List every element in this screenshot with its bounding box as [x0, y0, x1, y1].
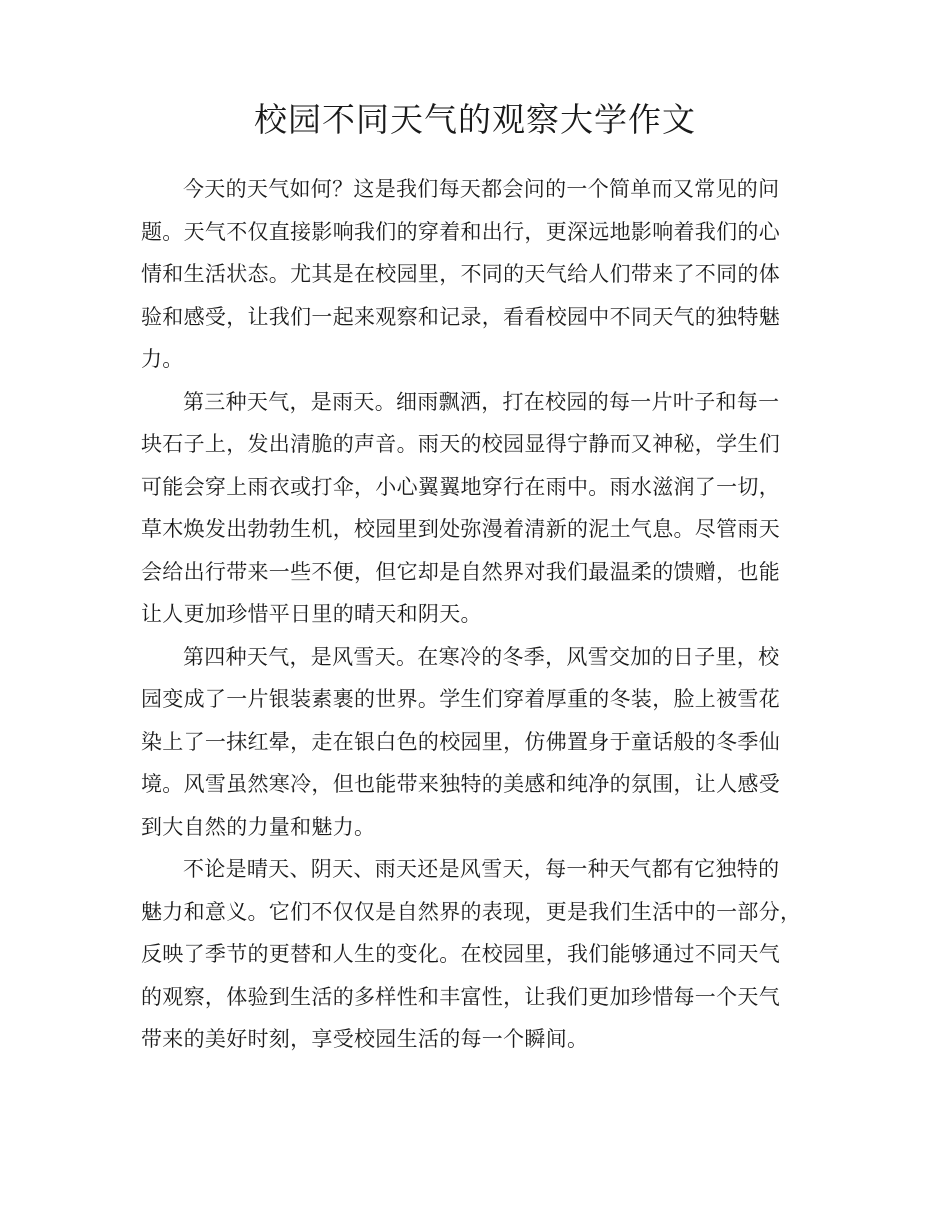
text-line: 题。天气不仅直接影响我们的穿着和出行，更深远地影响着我们的心 [141, 219, 780, 244]
text-line: 反映了季节的更替和人生的变化。在校园里，我们能够通过不同天气 [141, 942, 780, 966]
text-line: 情和生活状态。尤其是在校园里，不同的天气给人们带来了不同的体 [141, 262, 780, 286]
text-line: 到大自然的力量和魅力。 [141, 814, 376, 839]
text-line: 块石子上，发出清脆的声音。雨天的校园显得宁静而又神秘，学生们 [141, 432, 780, 456]
text-line: 第四种天气，是风雪天。在寒冷的冬季，风雪交加的日子里，校 [183, 644, 780, 669]
text-line: 草木焕发出勃勃生机，校园里到处弥漫着清新的泥土气息。尽管雨天 [141, 517, 780, 541]
text-line: 染上了一抹红晕，走在银白色的校园里，仿佛置身于童话般的冬季仙 [141, 729, 780, 754]
text-line: 让人更加珍惜平日里的晴天和阴天。 [141, 602, 482, 626]
document-title: 校园不同天气的观察大学作文 [254, 100, 696, 139]
text-line: 第三种天气，是雨天。细雨飘洒，打在校园的每一片叶子和每一 [183, 389, 780, 414]
paragraph-rainy-day [141, 381, 841, 636]
text-line: 验和感受，让我们一起来观察和记录，看看校园中不同天气的独特魅 [141, 304, 780, 329]
text-line: 魅力和意义。它们不仅仅是自然界的表现，更是我们生活中的一部分， [141, 899, 802, 924]
text-line: 会给出行带来一些不便，但它却是自然界对我们最温柔的馈赠，也能 [141, 559, 780, 584]
paragraph-intro [141, 168, 841, 381]
text-line: 可能会穿上雨衣或打伞，小心翼翼地穿行在雨中。雨水滋润了一切， [141, 474, 780, 499]
text-line: 带来的美好时刻，享受校园生活的每一个瞬间。 [141, 1027, 589, 1051]
text-line: 境。风雪虽然寒冷，但也能带来独特的美感和纯净的氛围，让人感受 [141, 772, 780, 796]
text-line: 不论是晴天、阴天、雨天还是风雪天，每一种天气都有它独特的 [183, 857, 780, 881]
text-line: 园变成了一片银装素裹的世界。学生们穿着厚重的冬装，脸上被雪花 [141, 687, 780, 711]
paragraph-snowy-day [141, 636, 841, 849]
text-line: 力。 [141, 347, 184, 371]
paragraph-conclusion [141, 848, 841, 1061]
text-line: 今天的天气如何？这是我们每天都会问的一个简单而又常见的问 [183, 177, 780, 201]
document-body [141, 168, 841, 1061]
text-line: 的观察，体验到生活的多样性和丰富性，让我们更加珍惜每一个天气 [141, 984, 780, 1009]
